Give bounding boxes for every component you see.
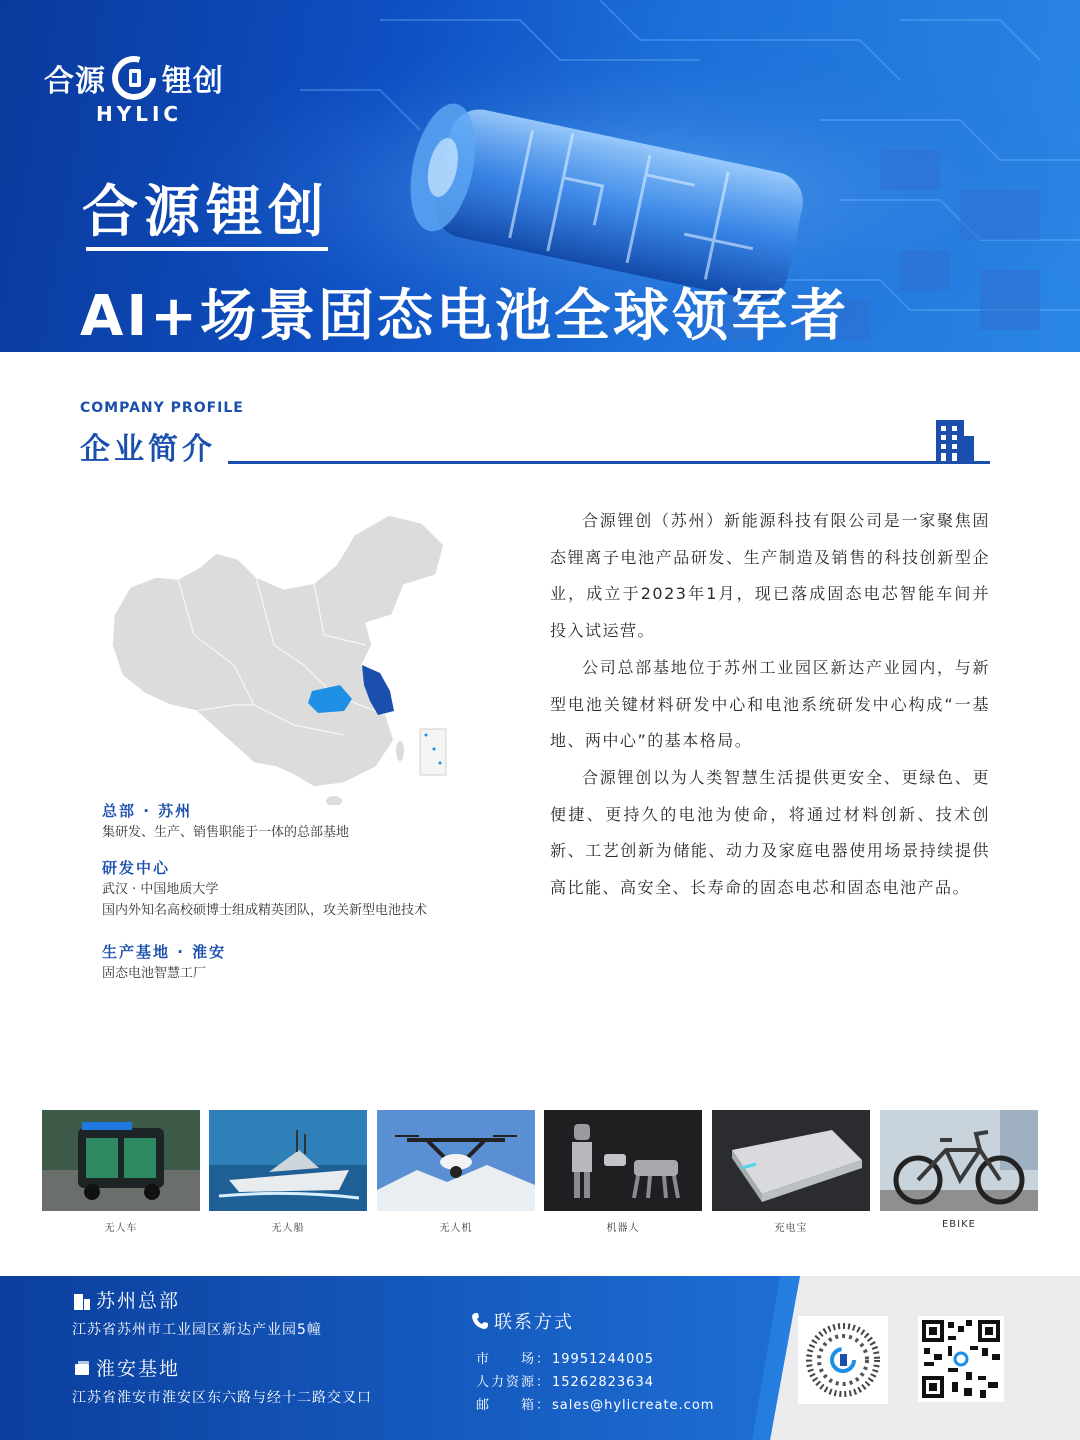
mini-program-code-icon[interactable] <box>798 1316 888 1404</box>
contact-row-market <box>476 1348 714 1371</box>
location-line: 固态电池智慧工厂 <box>102 966 207 981</box>
logo-text-right: 锂创 <box>162 64 224 99</box>
robot-icon <box>544 1110 702 1211</box>
brand-mark-icon <box>112 56 156 100</box>
ebike-icon <box>880 1110 1038 1211</box>
section-title-en: COMPANY PROFILE <box>80 400 244 416</box>
building-icon <box>72 1290 92 1310</box>
product-label: 无人车 <box>104 1223 138 1234</box>
location-production-base <box>102 941 522 984</box>
location-line: 国内外知名高校硕博士组成精英团队，攻关新型电池技术 <box>102 903 428 918</box>
footer-base-address: 江苏省淮安市淮安区东六路与经十二路交叉口 <box>72 1390 372 1406</box>
contact-value[interactable]: 15262823634 <box>552 1375 654 1390</box>
logo-text-left: 合源 <box>44 64 106 99</box>
product-ebike <box>880 1110 1038 1230</box>
product-robot <box>544 1110 702 1234</box>
product-label: EBIKE <box>941 1219 976 1230</box>
company-intro <box>550 503 990 907</box>
hero-divider <box>86 247 328 251</box>
contact-value[interactable]: 19951244005 <box>552 1352 654 1367</box>
location-rd-center <box>102 857 522 921</box>
intro-paragraph: 公司总部基地位于苏州工业园区新达产业园内，与新型电池关键材料研发中心和电池系统研发中心构成“一基地、两中心”的基本格局。 <box>550 657 990 751</box>
product-power-bank <box>712 1110 870 1234</box>
footer-hq-title: 苏州总部 <box>96 1290 181 1312</box>
brand-logo <box>44 52 244 132</box>
footer-contact <box>470 1308 714 1417</box>
location-title: 总部 · 苏州 <box>102 802 193 820</box>
building-icon <box>934 418 978 464</box>
taiwan-island <box>396 741 404 761</box>
contact-key: 人力资源： <box>476 1375 552 1390</box>
intro-paragraph: 合源锂创（苏州）新能源科技有限公司是一家聚焦固态锂离子电池产品研发、生产制造及销售的科技创新型企业，成立于2023年1月，现已落成固态电芯智能车间并投入试运营。 <box>550 511 990 641</box>
factory-icon <box>72 1358 92 1378</box>
product-gallery <box>42 1110 1038 1240</box>
location-title: 研发中心 <box>102 859 171 877</box>
product-unmanned-boat <box>209 1110 367 1234</box>
product-drone <box>377 1110 535 1234</box>
footer-hq-address: 江苏省苏州市工业园区新达产业园5幢 <box>72 1322 322 1338</box>
section-title-cn: 企业简介 <box>80 432 216 467</box>
china-map <box>104 505 464 805</box>
china-mainland-shape <box>112 515 444 787</box>
power-bank-icon <box>712 1110 870 1211</box>
south-sea-inset <box>420 729 446 775</box>
contact-row-email <box>476 1394 714 1417</box>
location-hq <box>102 800 522 843</box>
location-line: 集研发、生产、销售职能于一体的总部基地 <box>102 825 350 840</box>
location-line: 武汉 · 中国地质大学 <box>102 882 219 897</box>
product-label: 机器人 <box>606 1223 640 1234</box>
footer-base-title: 淮安基地 <box>96 1358 181 1380</box>
hero-subtitle: AI+场景固态电池全球领军者 <box>80 284 850 349</box>
hero-banner <box>0 0 1080 352</box>
unmanned-boat-icon <box>209 1110 367 1211</box>
contact-title: 联系方式 <box>494 1312 574 1333</box>
qr-code-icon[interactable] <box>918 1316 1004 1402</box>
product-unmanned-vehicle <box>42 1110 200 1234</box>
contact-value[interactable]: sales@hylicreate.com <box>552 1398 715 1413</box>
intro-paragraph: 合源锂创以为人类智慧生活提供更安全、更绿色、更便捷、更持久的电池为使命，将通过材料创新、技术创新、工艺创新为储能、动力及家庭电器使用场景持续提供高比能、高安全、长寿命的固态电芯和固态电池产品。 <box>550 767 990 898</box>
unmanned-vehicle-icon <box>42 1110 200 1211</box>
section-rule <box>228 461 990 464</box>
contact-key: 邮 箱： <box>476 1398 552 1413</box>
location-title: 生产基地 · 淮安 <box>102 943 227 961</box>
drone-icon <box>377 1110 535 1211</box>
hero-title: 合源锂创 <box>82 180 330 245</box>
footer-base <box>72 1354 372 1407</box>
product-label: 无人机 <box>439 1223 473 1234</box>
phone-icon <box>470 1311 490 1331</box>
product-label: 充电宝 <box>774 1223 808 1234</box>
product-label: 无人船 <box>271 1223 305 1234</box>
logo-english: HYLIC <box>96 102 183 126</box>
footer-hq <box>72 1286 322 1339</box>
contact-key: 市 场： <box>476 1352 552 1367</box>
contact-row-hr <box>476 1371 714 1394</box>
